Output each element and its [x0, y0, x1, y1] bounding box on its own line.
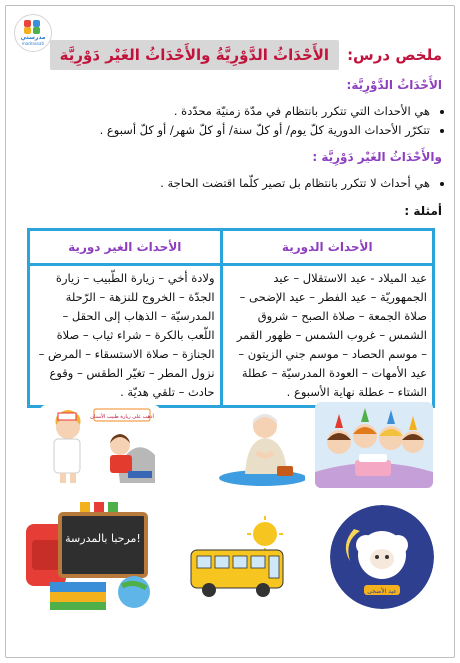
periodic-heading: الأَحْدَاثُ الدَّوْرِيَّة: [346, 78, 442, 92]
list-item: • هي الأحداث التي تتكرر بانتظام في مدّة زمنيّة محدّدة . [100, 102, 430, 121]
eid-sheep-illustration [330, 505, 434, 609]
lesson-header [50, 40, 442, 70]
nonperiodic-heading: والأَحْدَاثُ الغَيْر دَوْرِيَّة : [312, 150, 442, 164]
lesson-title: الأَحْدَاثُ الدَّوْرِيَّةُ والأَحْدَاثُ الغَيْر دَوْرِيَّة [50, 40, 339, 70]
nonperiodic-examples-cell: ولادة أخي – زيارة الطّبيب – زيارة الجدّة – الخروج للنزهة – الرّحلة المدرسيّة – الذهاب إلى الحقل – اللّعب بالكرة – شراء ثياب – صلاة الجنازة – صلاة الاستسقاء – المرض – نزول المطر – تغيّر الطقس – وقوع حادث – تلقي هديّة . [29, 265, 222, 407]
list-item: • تتكرّر الأحداث الدورية كلّ يوم/ أو كلّ سنة/ أو كلّ شهر/ أو كلّ أسبوع . [100, 121, 430, 140]
column-header-nonperiodic: الأحداث الغير دورية [29, 230, 222, 265]
eid-label: عيد الأضحى [367, 588, 397, 595]
lesson-label: ملخص درس: [347, 46, 442, 64]
chalkboard-text: مرحبا بالمدرسة! [65, 532, 141, 545]
back-to-school-illustration [20, 500, 156, 612]
logo-mark-icon [24, 20, 42, 34]
praying-child-illustration [205, 404, 305, 488]
examples-heading: أمثلة : [404, 204, 442, 218]
dentist-visit-illustration [40, 405, 160, 487]
brand-logo [14, 14, 52, 52]
nonperiodic-definition-list [160, 174, 444, 193]
periodic-definition-list [100, 102, 444, 140]
logo-subtext: madrassati [21, 41, 45, 46]
column-header-periodic: الأحداث الدورية [221, 230, 433, 265]
examples-table [27, 228, 435, 408]
school-bus-illustration [183, 514, 293, 604]
logo-text: مدرستي [20, 34, 46, 41]
periodic-examples-cell: عيد الميلاد - عيد الاستقلال – عيد الجمهوريّة – عيد الفطر – عيد الإضحى – صلاة الجمعة – صلاة الصبح – شروق الشمس – غروب الشمس – ظهور القمر – موسم الحصاد – موسم جني الزيتون – عيد الأمهات – العودة المدرسيّة – عطلة الشتاء – عطلة نهاية الأسبوع . [221, 265, 433, 407]
birthday-party-illustration [315, 402, 433, 488]
doctor-caption: أذهب على زيارة طبيب الأسنان [90, 414, 154, 420]
list-item: • هي أحداث لا تتكرر بانتظام بل تصير كلّما اقتضت الحاجة . [160, 174, 430, 193]
